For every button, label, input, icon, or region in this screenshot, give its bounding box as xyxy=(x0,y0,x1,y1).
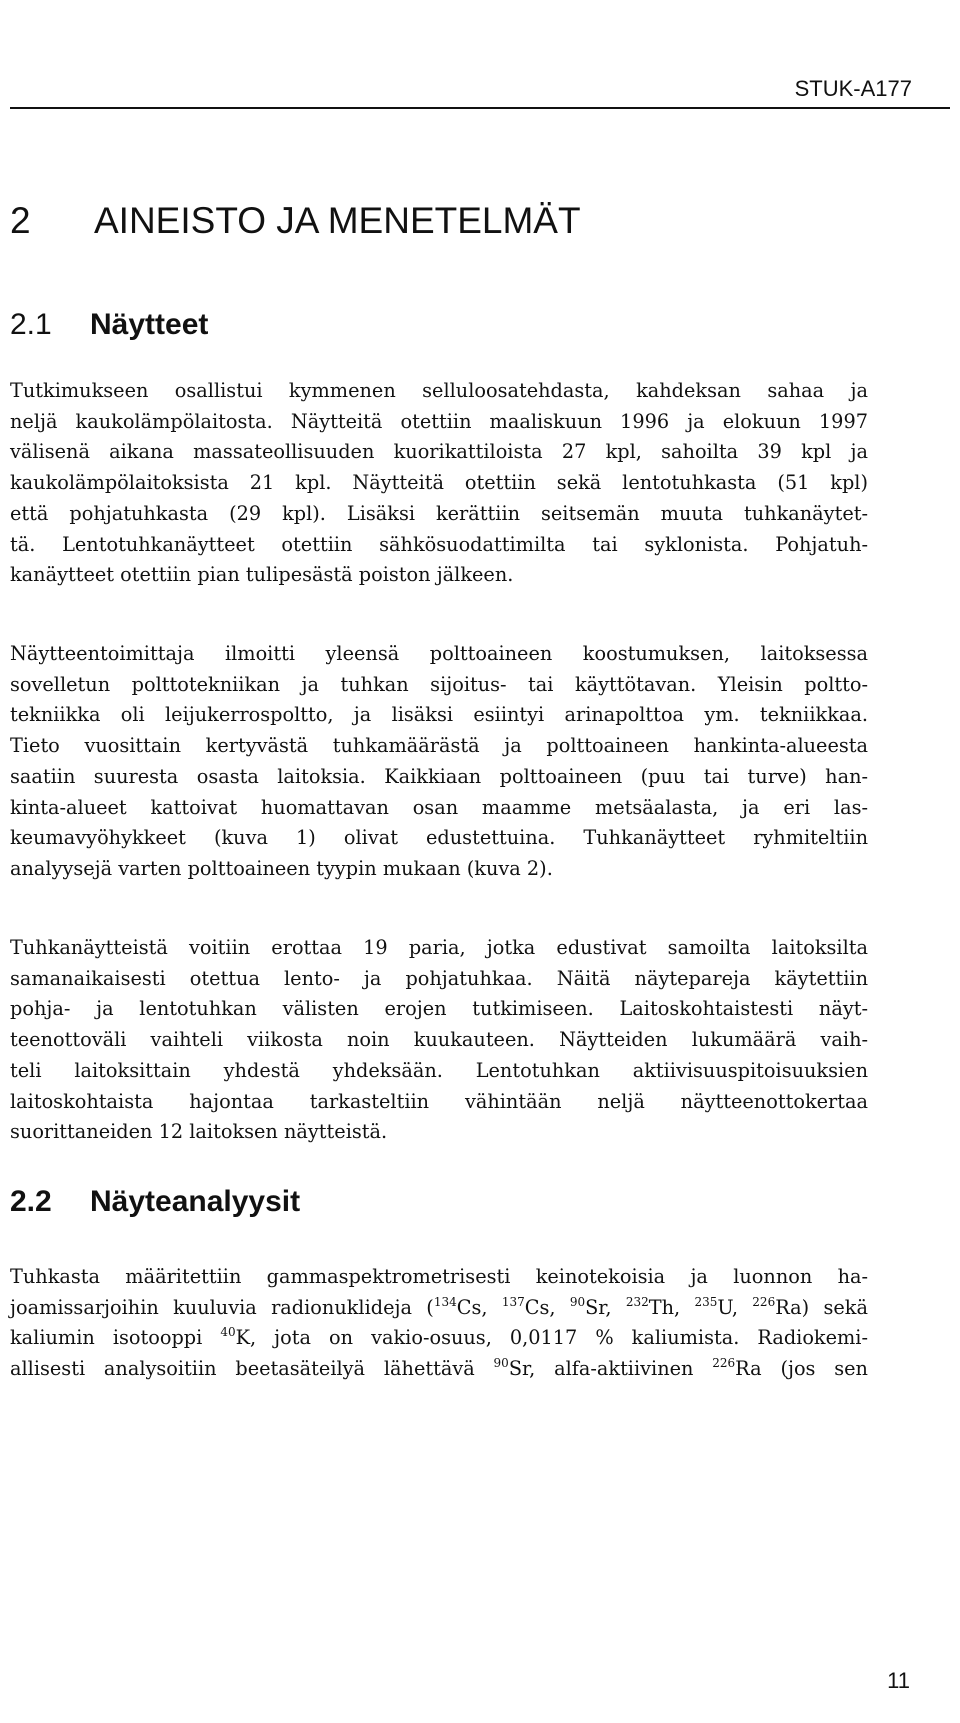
text-line: pohja- ja lentotuhkan välisten erojen tutkimiseen. Laitoskohtaistesti näyt- xyxy=(10,997,868,1021)
text-line: kaukolämpölaitoksista 21 kpl. Näytteitä otettiin sekä lentotuhkasta (51 kpl) xyxy=(10,471,868,495)
text-line: välisenä aikana massateollisuuden kuorikattiloista 27 kpl, sahoilta 39 kpl ja xyxy=(10,440,868,464)
text-line: Tieto vuosittain kertyvästä tuhkamäärästä ja polttoaineen hankinta-alueesta xyxy=(10,734,868,758)
mass-number: 232 xyxy=(625,1294,649,1309)
section-number: 2.1 xyxy=(10,308,52,341)
mass-number: 226 xyxy=(712,1356,736,1371)
text-line: kanäytteet otettiin pian tulipesästä poiston jälkeen. xyxy=(10,563,514,587)
section-number: 2.2 xyxy=(10,1185,52,1218)
header-divider xyxy=(10,107,950,109)
mass-number: 90 xyxy=(493,1356,509,1371)
text-line: teli laitoksittain yhdestä yhdeksään. Lentotuhkan aktiivisuuspitoisuuksien xyxy=(10,1058,868,1082)
text-line: neljä kaukolämpölaitosta. Näytteitä otettiin maaliskuun 1996 ja elokuun 1997 xyxy=(10,409,868,433)
text-run: Sr, alfa-aktiivinen xyxy=(508,1357,713,1381)
text-line: tä. Lentotuhkanäytteet otettiin sähkösuodattimilta tai syklonista. Pohjatuh- xyxy=(10,532,868,556)
paragraph-sample-pairs xyxy=(10,933,868,1148)
paragraph-analyses xyxy=(10,1262,868,1385)
mass-number: 40 xyxy=(220,1325,236,1340)
element-symbol: U, xyxy=(717,1295,753,1319)
text-run: joamissarjoihin kuuluvia radionuklideja ( xyxy=(10,1295,434,1319)
mass-number: 134 xyxy=(433,1294,457,1309)
text-line: Tuhkanäytteistä voitiin erottaa 19 paria, jotka edustivat samoilta laitoksilta xyxy=(10,936,868,959)
mass-number: 90 xyxy=(569,1294,586,1309)
paragraph-samples xyxy=(10,376,868,591)
mass-number: 226 xyxy=(752,1294,776,1309)
chapter-heading xyxy=(10,200,581,242)
text-run: allisesti analysoitiin beetasäteilyä lähettävä xyxy=(10,1357,494,1381)
text-line: keumavyöhykkeet (kuva 1) olivat edustettuina. Tuhkanäytteet ryhmiteltiin xyxy=(10,826,868,850)
text-line: Tuhkasta määritettiin gammaspektrometrisesti keinotekoisia ja luonnon ha- xyxy=(10,1265,868,1288)
text-run: Ra (jos sen xyxy=(735,1357,868,1381)
element-symbol: Ra) sekä xyxy=(775,1295,868,1319)
text-line: samanaikaisesti otettua lento- ja pohjatuhkaa. Näitä näytepareja käytettiin xyxy=(10,966,868,990)
section-heading-2-1 xyxy=(10,308,208,342)
element-symbol: Sr, xyxy=(585,1295,626,1319)
text-line: että pohjatuhkasta (29 kpl). Lisäksi kerättiin seitsemän muuta tuhkanäytet- xyxy=(10,501,868,525)
mass-number: 137 xyxy=(501,1294,525,1309)
text-line: sovelletun polttotekniikan ja tuhkan sijoitus- tai käyttötavan. Yleisin poltto- xyxy=(10,672,868,696)
mass-number: 235 xyxy=(694,1294,718,1309)
text-line: analyysejä varten polttoaineen tyypin mukaan (kuva 2). xyxy=(10,856,553,880)
element-symbol: Cs, xyxy=(456,1295,502,1319)
section-heading-2-2 xyxy=(10,1185,300,1219)
element-symbol: Cs, xyxy=(524,1295,570,1319)
text-line: kinta-alueet kattoivat huomattavan osan maamme metsäalasta, ja eri las- xyxy=(10,795,868,819)
chapter-number: 2 xyxy=(10,200,31,241)
text-run: K, jota on vakio-osuus, 0,0117 % kaliumista. Radiokemi- xyxy=(235,1326,868,1350)
text-line xyxy=(10,1293,868,1324)
paragraph-fuel-info xyxy=(10,639,868,885)
chapter-title: AINEISTO JA MENETELMÄT xyxy=(94,200,581,241)
text-run: kaliumin isotooppi xyxy=(10,1326,221,1350)
text-line: laitoskohtaista hajontaa tarkasteltiin vähintään neljä näytteenottokertaa xyxy=(10,1089,868,1113)
element-symbol: Th, xyxy=(648,1295,695,1319)
text-line: suorittaneiden 12 laitoksen näytteistä. xyxy=(10,1120,388,1144)
section-title: Näyteanalyysit xyxy=(90,1185,301,1218)
text-line xyxy=(10,1323,868,1354)
text-line: saatiin suuresta osasta laitoksia. Kaikkiaan polttoaineen (puu tai turve) han- xyxy=(10,764,868,788)
text-line: teenottoväli vaihteli viikosta noin kuukauteen. Näytteiden lukumäärä vaih- xyxy=(10,1028,868,1052)
section-title: Näytteet xyxy=(90,308,209,341)
text-line: Näytteentoimittaja ilmoitti yleensä polttoaineen koostumuksen, laitoksessa xyxy=(10,642,868,665)
text-line xyxy=(10,1354,868,1385)
text-line: tekniikka oli leijukerrospoltto, ja lisäksi esiintyi arinapolttoa ym. tekniikkaa. xyxy=(10,703,868,727)
page-number: 11 xyxy=(887,1668,910,1693)
report-id: STUK-A177 xyxy=(794,76,912,101)
text-line: Tutkimukseen osallistui kymmenen selluloosatehdasta, kahdeksan sahaa ja xyxy=(10,379,868,402)
